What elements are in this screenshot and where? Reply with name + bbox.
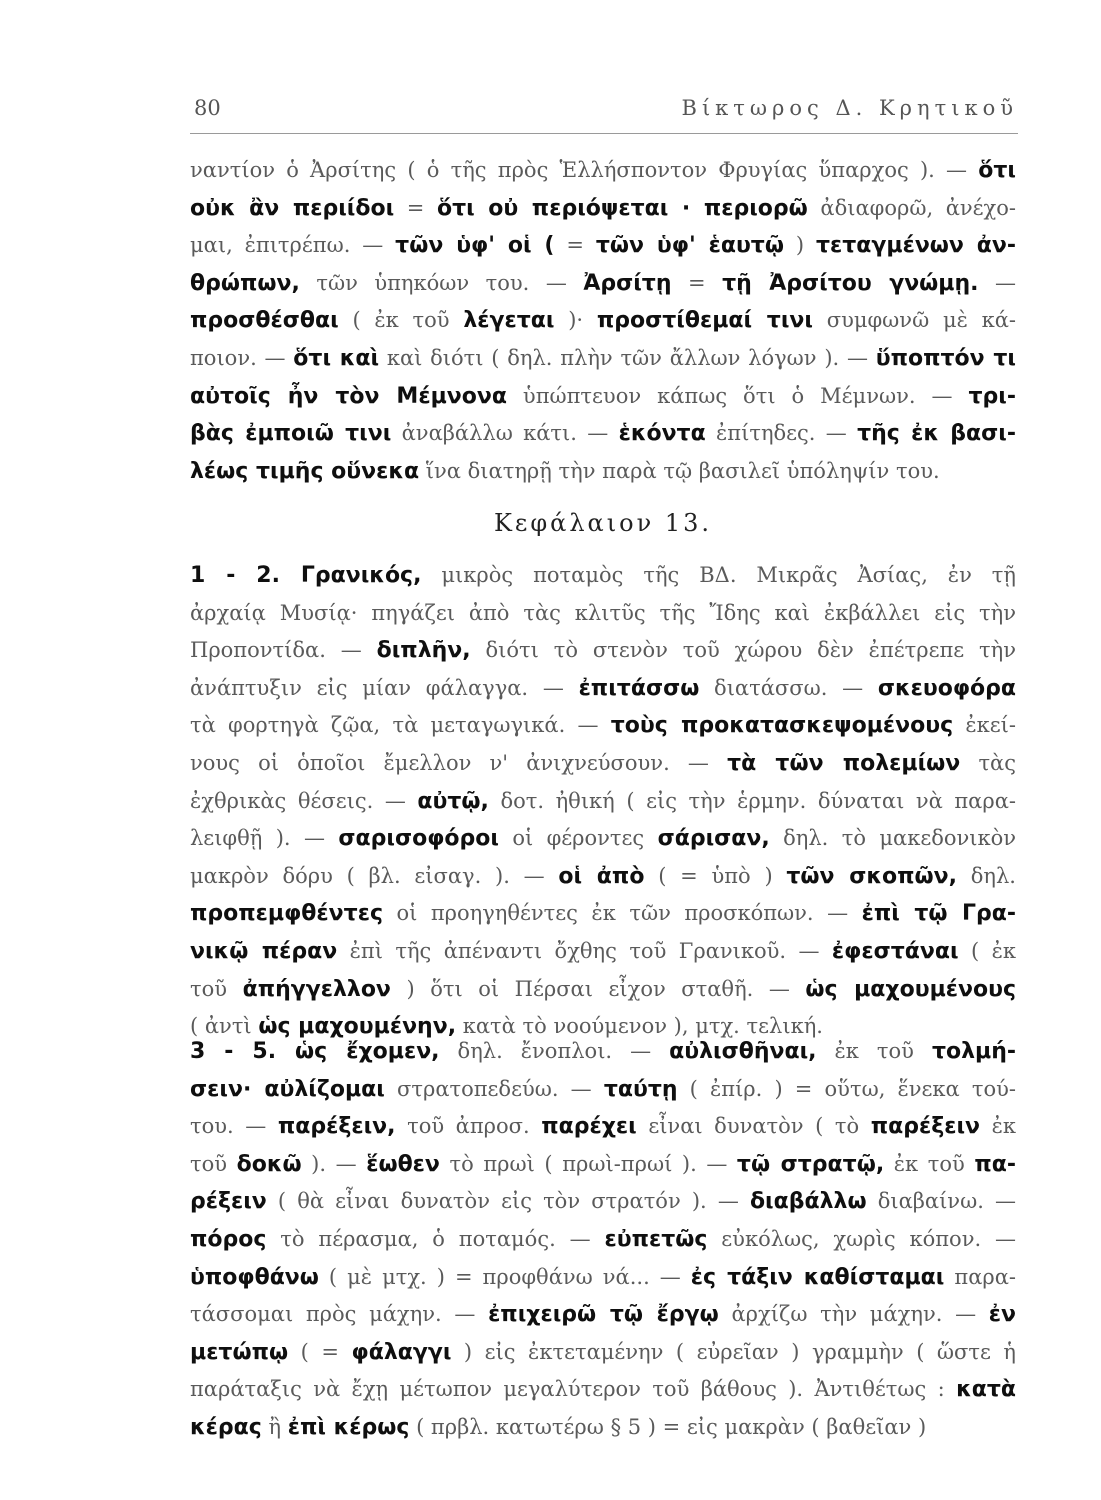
lemma-term: αὐλισθῆναι,: [669, 1039, 817, 1064]
lemma-term: βὰς ἐμποιῶ τινι: [190, 421, 392, 447]
running-title: Βίκτωρος Δ. Κρητικοῦ: [681, 96, 1018, 120]
lemma-term: 3 - 5. ὡς ἔχομεν,: [190, 1039, 440, 1064]
gloss-text: τοῦ ἀπροσ.: [395, 1114, 542, 1139]
gloss-text: τὸ πέρασμα, ὁ ποταμός. —: [266, 1226, 605, 1251]
text-line: [190, 227, 1016, 265]
lemma-term: πα-: [974, 1151, 1016, 1177]
text-line: [190, 1259, 1016, 1297]
text-line: [190, 190, 1016, 228]
gloss-text: διαβαίνω. —: [866, 1189, 1016, 1214]
lemma-term: τῶν ὑφ' ἑαυτῷ: [595, 233, 784, 259]
lemma-term: εὐπετῶς: [604, 1226, 708, 1252]
gloss-text: ἐκεί-: [953, 713, 1016, 738]
lemma-term: τρι-: [968, 383, 1016, 409]
gloss-text: ( =: [288, 1339, 352, 1364]
commentary-paragraph-3-5: [190, 1033, 1016, 1447]
gloss-text: τοῦ: [190, 976, 243, 1001]
running-head: [190, 96, 1018, 128]
lemma-term: ἐπιτάσσω: [578, 675, 700, 701]
lemma-term: σάρισαν,: [657, 826, 770, 852]
text-line: [190, 378, 1016, 416]
gloss-text: ἀρχίζω τὴν μάχην. —: [718, 1302, 989, 1327]
commentary-paragraph-intro: [190, 152, 1016, 490]
lemma-term: αὐτῷ,: [417, 788, 489, 814]
gloss-text: μαι, ἐπιτρέπω. —: [190, 233, 396, 258]
gloss-text: εἶναι δυνατὸν ( τὸ: [636, 1114, 871, 1139]
gloss-text: ἵνα διατηρῇ τὴν παρὰ τῷ βασιλεῖ ὑπόληψίν του.: [419, 458, 940, 483]
gloss-text: τάσσομαι πρὸς μάχην. —: [190, 1302, 489, 1327]
gloss-text: ἐκ τοῦ: [816, 1039, 932, 1063]
text-line: [190, 1108, 1016, 1146]
gloss-text: οἱ φέροντες: [498, 826, 658, 851]
lemma-term: σαρισοφόροι: [338, 826, 499, 852]
text-line: [190, 632, 1016, 670]
text-line: [190, 265, 1016, 303]
lemma-term: τῶν ὑφ' οἱ (: [395, 233, 555, 259]
gloss-text: λειφθῇ ). —: [190, 826, 339, 851]
gloss-text: στρατοπεδεύω. —: [384, 1076, 604, 1101]
gloss-text: ὑπώπτευον κάπως ὅτι ὁ Μέμνων. —: [506, 383, 969, 408]
text-line: [190, 933, 1016, 971]
gloss-text: ( ἐκ: [958, 938, 1016, 963]
lemma-term: προπεμφθέντες: [190, 901, 383, 927]
text-line: [190, 1033, 1016, 1071]
lemma-term: κατὰ: [956, 1377, 1016, 1403]
gloss-text: ἀρχαίᾳ Μυσίᾳ· πηγάζει ἀπὸ τὰς κλιτῦς τῆς Ἴδης καὶ ἐκβάλλει εἰς τὴν: [190, 600, 1016, 625]
lemma-term: παρέξειν,: [277, 1114, 396, 1140]
gloss-text: καὶ διότι ( δηλ. πλὴν τῶν ἄλλων λόγων ). —: [379, 345, 876, 370]
lemma-term: ἑκόντα: [618, 421, 706, 447]
gloss-text: ( ἀντὶ: [190, 1014, 259, 1039]
text-line: [190, 557, 1016, 595]
lemma-term: τῶν σκοπῶν,: [786, 863, 958, 889]
gloss-text: ) εἰς ἐκτεταμένην ( εὐρεῖαν ) γραμμὴν ( ὥστε ἡ: [451, 1339, 1016, 1364]
text-line: [190, 302, 1016, 340]
gloss-text: ἐπίτηδες. —: [705, 421, 858, 446]
lemma-term: τολμή-: [931, 1039, 1016, 1064]
gloss-text: ἐκ τοῦ: [884, 1151, 975, 1176]
gloss-text: ): [783, 233, 816, 258]
lemma-term: κέρας: [190, 1414, 262, 1440]
text-line: [190, 707, 1016, 745]
gloss-text: κατὰ τὸ νοούμενον ), μτχ. τελική.: [456, 1014, 823, 1039]
text-line: [190, 745, 1016, 783]
gloss-text: ναντίον ὁ Ἀρσίτης ( ὁ τῆς πρὸς Ἑλλήσποντον Φρυγίας ὕπαρχος ). —: [190, 158, 979, 182]
text-line: [190, 820, 1016, 858]
lemma-term: διπλῆν,: [376, 638, 471, 664]
gloss-text: διατάσσω. —: [699, 675, 878, 700]
text-line: [190, 1221, 1016, 1259]
lemma-term: ἐπὶ κέρως: [287, 1414, 410, 1440]
lemma-term: ὡς μαχουμένην,: [258, 1014, 457, 1040]
gloss-text: τῶν ὑπηκόων του. —: [299, 270, 584, 295]
gloss-text: ( ἐπίρ. ) = οὕτω, ἕνεκα τού-: [677, 1076, 1016, 1101]
lemma-term: λέγεται: [463, 308, 555, 334]
lemma-term: ὡς μαχουμένους: [805, 976, 1016, 1002]
text-line: [190, 895, 1016, 933]
lemma-term: οἱ ἀπὸ: [558, 863, 645, 889]
gloss-text: ( θὰ εἶναι δυνατὸν εἰς τὸν στρατόν ). —: [266, 1189, 750, 1214]
lemma-term: ἐπιχειρῶ τῷ ἔργῳ: [488, 1302, 719, 1328]
lemma-term: τοὺς προκατασκεψομένους: [610, 713, 954, 739]
text-line: [190, 453, 1016, 491]
gloss-text: συμφωνῶ μὲ κά-: [812, 308, 1016, 333]
text-line: [190, 1409, 1016, 1447]
gloss-text: μακρὸν δόρυ ( βλ. εἰσαγ. ). —: [190, 863, 559, 888]
lemma-term: ταύτῃ: [603, 1076, 678, 1102]
commentary-paragraph-1-2: [190, 557, 1016, 1046]
lemma-term: προστίθεμαί τινι: [596, 308, 813, 334]
lemma-term: ὅτι: [978, 158, 1016, 183]
gloss-text: δηλ.: [957, 863, 1016, 888]
lemma-term: μετώπῳ: [190, 1339, 289, 1365]
text-line: [190, 152, 1016, 190]
lemma-term: ἀπήγγελλον: [242, 976, 391, 1002]
gloss-text: ἀνάπτυξιν εἰς μίαν φάλαγγα. —: [190, 675, 579, 700]
gloss-text: τὰ φορτηγὰ ζῷα, τὰ μεταγωγικά. —: [190, 713, 611, 738]
gloss-text: ἐπὶ τῆς ἀπέναντι ὄχθης τοῦ Γρανικοῦ. —: [337, 938, 832, 963]
lemma-term: ὅτι καὶ: [293, 345, 380, 371]
text-line: [190, 340, 1016, 378]
lemma-term: λέως τιμῆς οὕνεκα: [190, 458, 420, 484]
lemma-term: ἐπὶ τῷ Γρα-: [861, 901, 1016, 927]
lemma-term: αὐτοῖς ἦν τὸν Μέμνονα: [190, 383, 507, 409]
gloss-text: =: [671, 270, 723, 295]
lemma-term: ἐν: [988, 1302, 1016, 1328]
gloss-text: ( ἐκ τοῦ: [338, 308, 464, 333]
text-line: [190, 1146, 1016, 1184]
lemma-term: τῇ Ἀρσίτου γνώμῃ.: [722, 270, 979, 296]
lemma-term: Ἀρσίτῃ: [583, 270, 672, 296]
lemma-term: παρέχει: [541, 1114, 637, 1140]
gloss-text: ἀδιαφορῶ, ἀνέχο-: [807, 195, 1016, 220]
gloss-text: τὸ πρωὶ ( πρωὶ-πρωί ). —: [439, 1151, 737, 1176]
gloss-text: παράταξις νὰ ἔχῃ μέτωπον μεγαλύτερον τοῦ βάθους ). Ἀντιθέτως :: [190, 1377, 957, 1402]
lemma-term: παρέξειν: [870, 1114, 981, 1140]
gloss-text: δηλ. ἔνοπλοι. —: [439, 1039, 670, 1063]
text-line: [190, 783, 1016, 821]
text-line: [190, 1371, 1016, 1409]
lemma-term: τῷ στρατῷ,: [736, 1151, 885, 1177]
lemma-term: σειν· αὐλίζομαι: [190, 1076, 385, 1102]
gloss-text: ἐκ: [980, 1114, 1016, 1139]
text-line: [190, 971, 1016, 1009]
gloss-text: ( μὲ μτχ. ) = προφθάνω νά... —: [318, 1264, 691, 1289]
lemma-term: θρώπων,: [190, 270, 300, 296]
text-line: [190, 858, 1016, 896]
gloss-text: ποιον. —: [190, 345, 294, 370]
lemma-term: ὕποπτόν τι: [875, 345, 1016, 371]
lemma-term: σκευοφόρα: [877, 675, 1016, 701]
gloss-text: παρα-: [944, 1264, 1016, 1289]
text-line: [190, 1183, 1016, 1221]
gloss-text: ). —: [301, 1151, 367, 1176]
gloss-text: ) ὅτι οἱ Πέρσαι εἶχον σταθῆ. —: [390, 976, 806, 1001]
gloss-text: )·: [554, 308, 597, 333]
lemma-term: ἐφεστάναι: [831, 938, 959, 964]
gloss-text: δοτ. ἠθική ( εἰς τὴν ἑρμην. δύναται νὰ παρα-: [488, 788, 1016, 813]
lemma-term: τῆς ἐκ βασι-: [857, 421, 1016, 447]
text-line: [190, 1296, 1016, 1334]
lemma-term: ρέξειν: [190, 1189, 267, 1215]
gloss-text: τὰς: [960, 750, 1016, 775]
chapter-heading: Κεφάλαιον 13.: [493, 509, 713, 537]
gloss-text: —: [978, 270, 1016, 295]
lemma-term: διαβάλλω: [749, 1189, 867, 1215]
lemma-term: ὅτι οὐ περιόψεται · περιορῶ: [436, 195, 808, 221]
gloss-text: Προποντίδα. —: [190, 638, 377, 663]
gloss-text: τοῦ: [190, 1151, 237, 1176]
text-line: [190, 670, 1016, 708]
lemma-term: πόρος: [190, 1226, 267, 1252]
text-line: [190, 1071, 1016, 1109]
gloss-text: ἢ: [261, 1414, 288, 1439]
header-rule: [190, 133, 1018, 134]
lemma-term: τεταγμένων ἀν-: [815, 233, 1016, 259]
gloss-text: μικρὸς ποταμὸς τῆς ΒΔ. Μικρᾶς Ἀσίας, ἐν τῇ: [421, 563, 1016, 587]
lemma-term: ὑποφθάνω: [190, 1264, 319, 1290]
gloss-text: ἐχθρικὰς θέσεις. —: [190, 788, 418, 813]
gloss-text: του. —: [190, 1114, 278, 1139]
gloss-text: ἀναβάλλω κάτι. —: [391, 421, 619, 446]
lemma-term: 1 - 2. Γρανικός,: [190, 563, 422, 588]
gloss-text: νους οἱ ὁποῖοι ἔμελλον ν' ἀνιχνεύσουν. —: [190, 750, 728, 775]
text-line: [190, 1334, 1016, 1372]
gloss-text: δηλ. τὸ μακεδονικὸν: [769, 826, 1016, 851]
lemma-term: τὰ τῶν πολεμίων: [727, 750, 961, 776]
page-number: 80: [194, 96, 221, 120]
lemma-term: ἕωθεν: [366, 1151, 440, 1177]
lemma-term: νικῷ πέραν: [190, 938, 338, 964]
lemma-term: ἐς τάξιν καθίσταμαι: [690, 1264, 945, 1290]
gloss-text: διότι τὸ στενὸν τοῦ χώρου δὲν ἐπέτρεπε τὴν: [470, 638, 1016, 663]
lemma-term: φάλαγγι: [351, 1339, 452, 1365]
gloss-text: οἱ προηγηθέντες ἐκ τῶν προσκόπων. —: [382, 901, 862, 926]
gloss-text: εὐκόλως, χωρὶς κόπον. —: [707, 1226, 1016, 1251]
lemma-term: προσθέσθαι: [190, 308, 339, 334]
lemma-term: οὐκ ἂν περιίδοι: [190, 195, 395, 221]
lemma-term: δοκῶ: [236, 1151, 302, 1177]
text-line: [190, 415, 1016, 453]
gloss-text: ( πρβλ. κατωτέρω § 5 ) = εἰς μακρὰν ( βαθεῖαν ): [409, 1414, 927, 1439]
text-line: [190, 595, 1016, 633]
gloss-text: =: [554, 233, 596, 258]
gloss-text: =: [394, 195, 437, 220]
gloss-text: ( = ὑπὸ ): [644, 863, 787, 888]
